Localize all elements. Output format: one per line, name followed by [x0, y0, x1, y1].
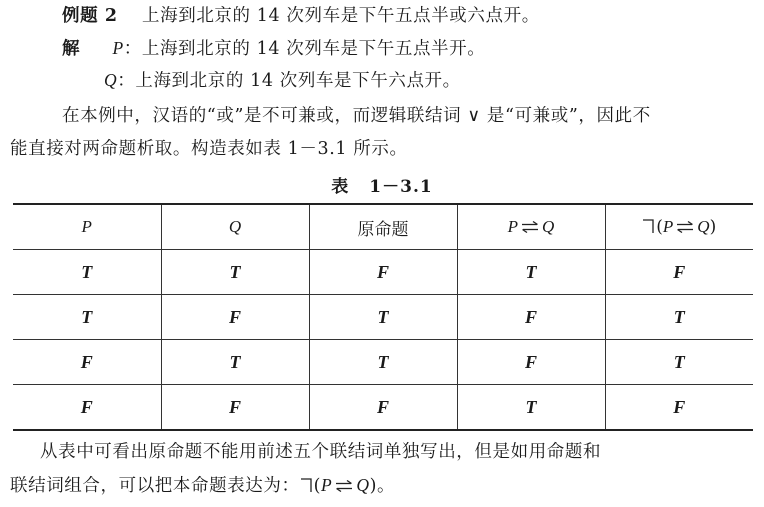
example-label: 例题 2 [62, 6, 118, 26]
table-cell: F [605, 385, 753, 431]
table-cell: T [161, 250, 309, 295]
header-p: P [13, 204, 161, 250]
table-cell: T [13, 250, 161, 295]
equivalence-icon [335, 480, 353, 492]
paragraph-line-2: 能直接对两命题析取。构造表如表 1－3.1 所示。 [10, 139, 408, 159]
header-q: Q [161, 204, 309, 250]
q-variable: Q [104, 70, 118, 90]
table-cell: T [161, 340, 309, 385]
solution-q-line [104, 68, 461, 93]
table-caption-prefix: 表 [331, 177, 350, 197]
header-equivalence: P Q [457, 204, 605, 250]
table-row [13, 295, 753, 340]
table-caption-number: 1－3.1 [369, 177, 433, 197]
example-line [62, 4, 540, 28]
table-cell: T [13, 295, 161, 340]
table-cell: F [457, 340, 605, 385]
table-cell: F [13, 340, 161, 385]
header-negated-equivalence: (P Q) [605, 204, 753, 250]
paragraph-line-1: 在本例中，汉语的“或”是不可兼或，而逻辑联结词 ∨ 是“可兼或”，因此不 [62, 106, 651, 126]
table-cell: F [161, 295, 309, 340]
table-cell: F [309, 250, 457, 295]
negation-icon [300, 476, 313, 492]
table-cell: F [457, 295, 605, 340]
table-cell: T [457, 250, 605, 295]
truth-table [13, 203, 753, 431]
table-header-row [13, 204, 753, 250]
table-cell: T [605, 340, 753, 385]
table-cell: F [605, 250, 753, 295]
p-definition: ：上海到北京的 14 次列车是下午五点半开。 [123, 39, 486, 59]
table-cell: F [161, 385, 309, 431]
table-cell: T [605, 295, 753, 340]
table-cell: T [309, 295, 457, 340]
table-cell: T [457, 385, 605, 431]
table-row [13, 250, 753, 295]
q-definition: ：上海到北京的 14 次列车是下午六点开。 [117, 71, 461, 91]
conclusion-line-2: 联结词组合，可以把本命题表达为： (P Q)。 [10, 475, 396, 496]
solution-p-line [62, 36, 485, 61]
table-cell: F [13, 385, 161, 431]
header-original: 原命题 [309, 204, 457, 250]
example-text: 上海到北京的 14 次列车是下午五点半或六点开。 [142, 6, 540, 26]
table-row [13, 340, 753, 385]
table-cell: T [309, 340, 457, 385]
equivalence-icon [676, 221, 694, 233]
table-row [13, 385, 753, 431]
conclusion-line-1: 从表中可看出原命题不能用前述五个联结词单独写出，但是如用命题和 [40, 442, 602, 462]
negation-icon [642, 218, 655, 234]
table-caption [0, 172, 764, 197]
equivalence-icon [521, 221, 539, 233]
table-cell: F [309, 385, 457, 431]
p-variable: P [112, 38, 124, 58]
solution-label: 解 [62, 39, 81, 59]
